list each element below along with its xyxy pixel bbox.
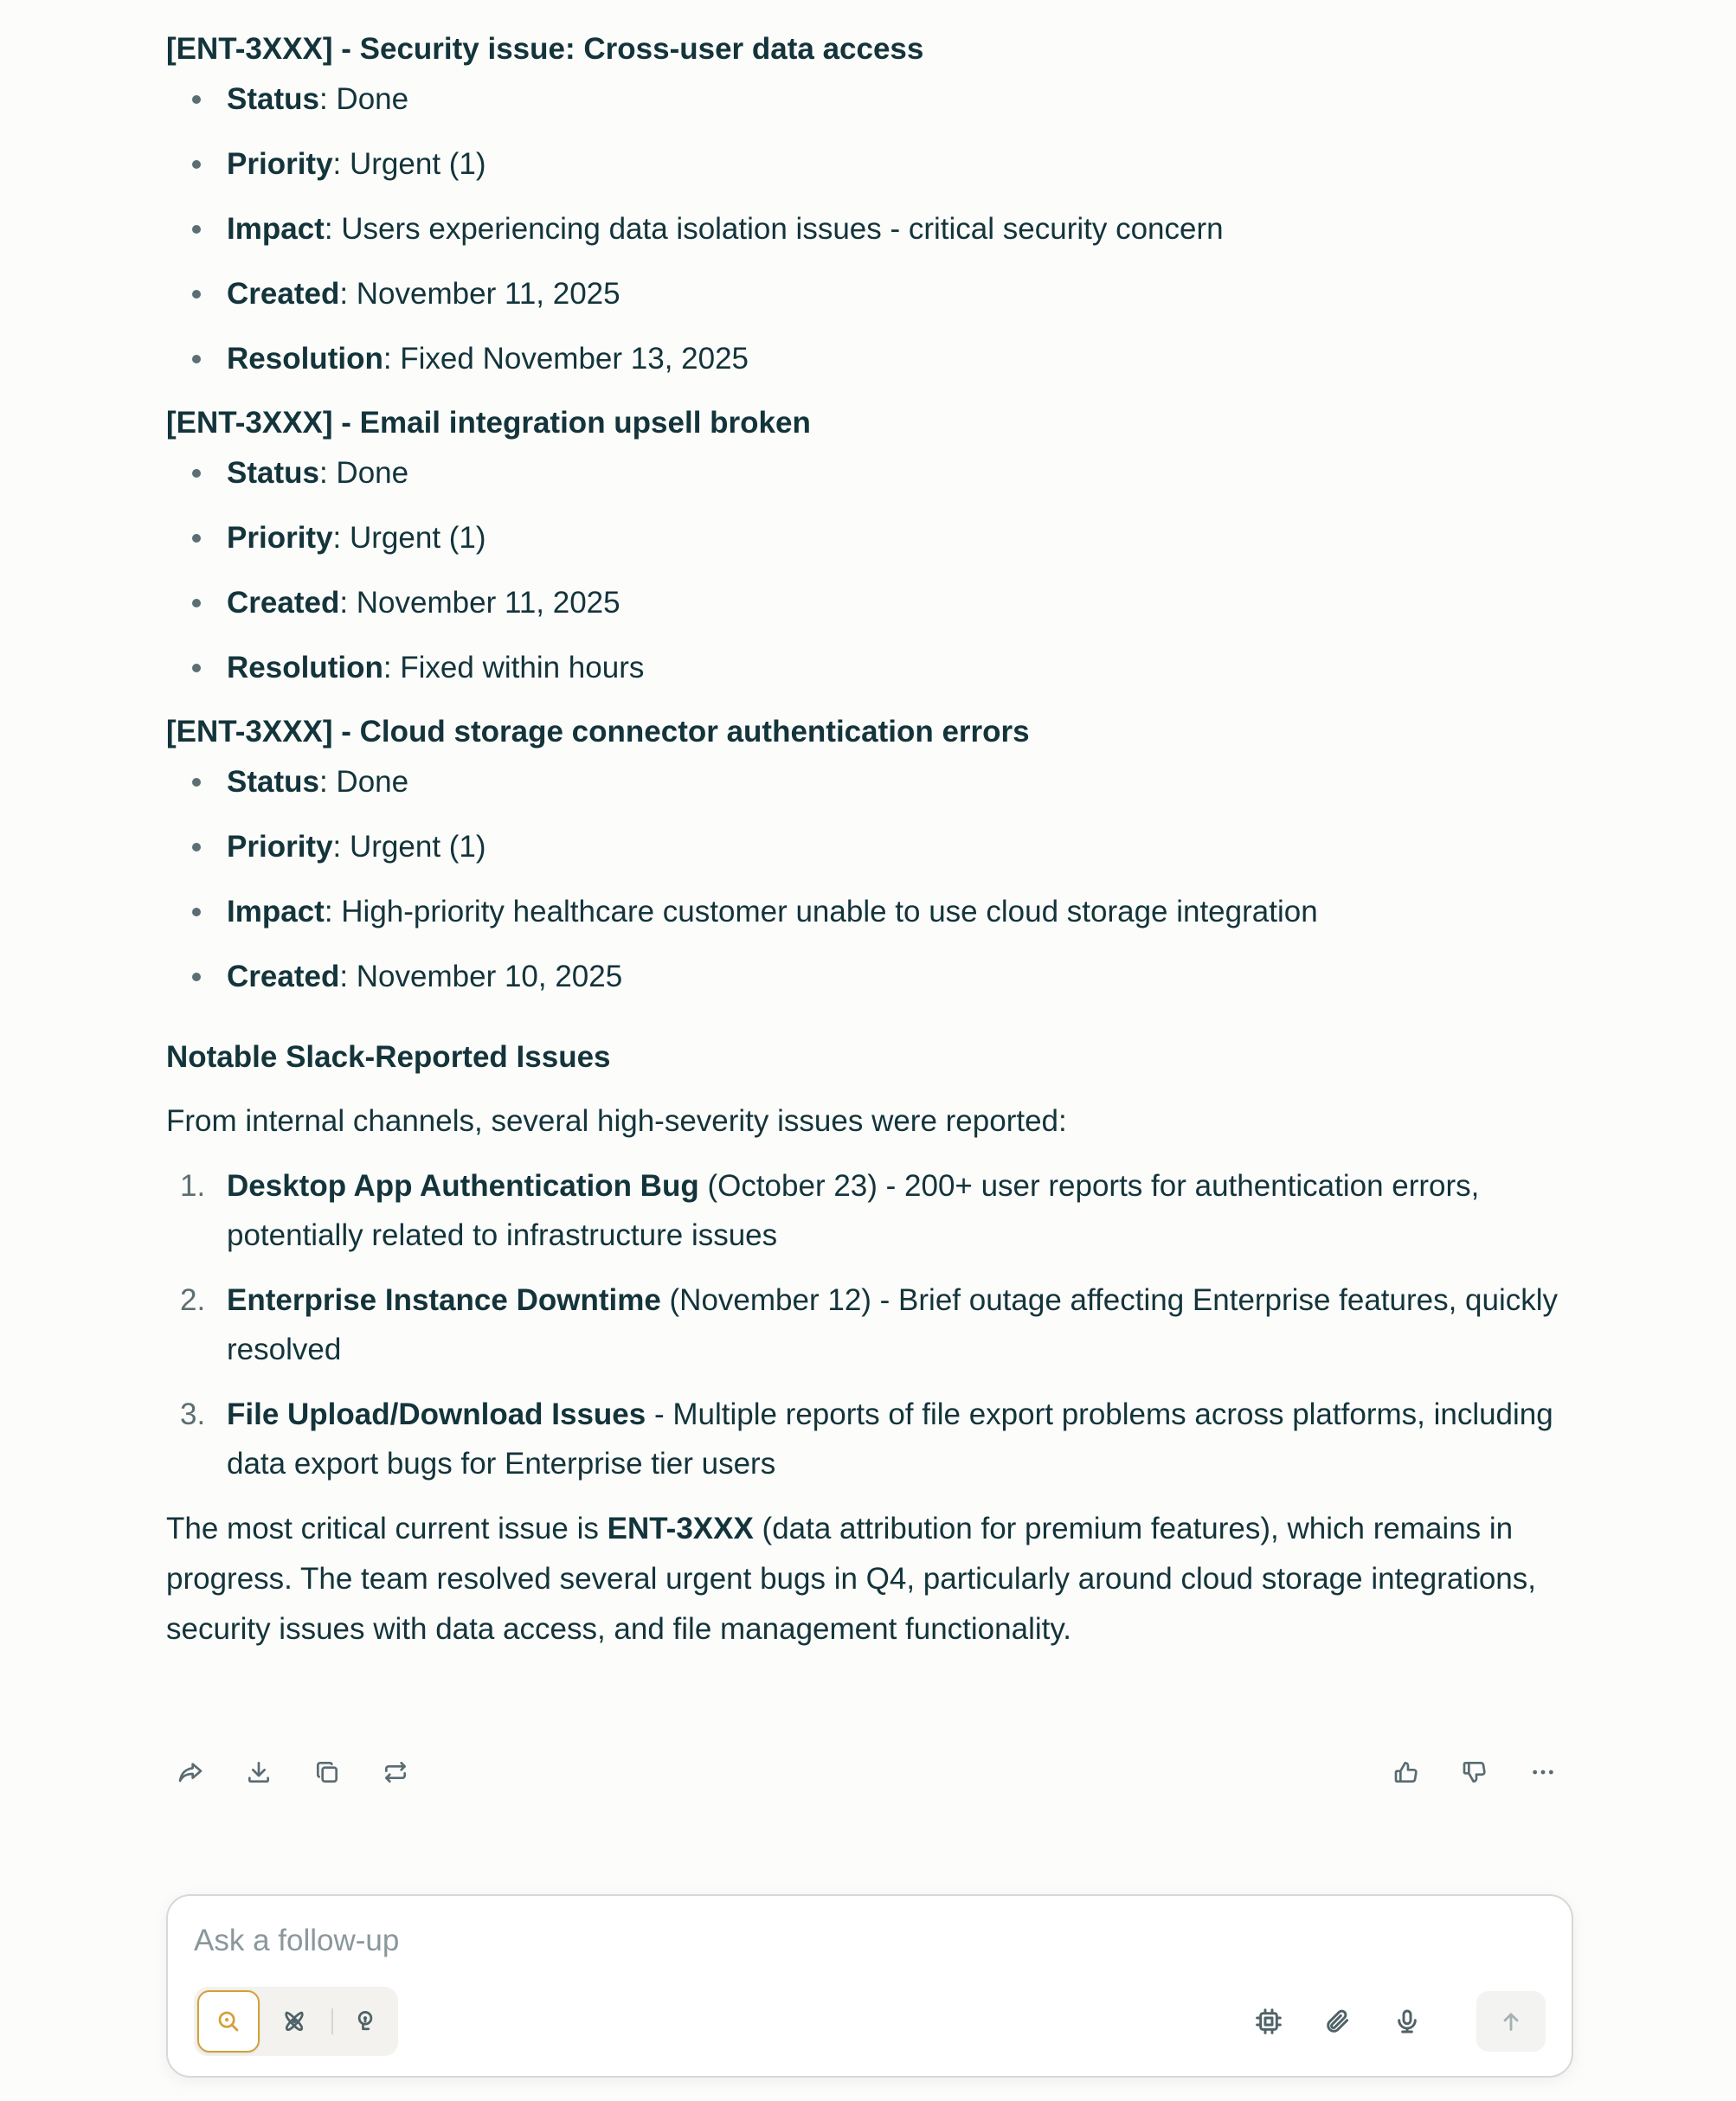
- list-number: 1.: [180, 1169, 206, 1203]
- field-label: Priority: [227, 147, 333, 181]
- voice-input-button[interactable]: [1379, 1991, 1435, 2052]
- item-text: (October 23) - 200+ user reports for authentication errors, potentially related to infrastructure issues: [227, 1169, 1480, 1252]
- issue-field: [166, 952, 1573, 1001]
- model-chip-icon: [1255, 2008, 1283, 2035]
- summary-text: The most critical current issue is: [166, 1512, 608, 1545]
- bullet-icon: [192, 599, 201, 607]
- list-number: 2.: [180, 1283, 206, 1317]
- lightbulb-icon: [352, 2008, 378, 2034]
- field-value: : Fixed November 13, 2025: [383, 342, 749, 376]
- issue-fields: [166, 448, 1573, 692]
- summary-issue-id: ENT-3XXX: [607, 1512, 754, 1545]
- issue-field: [166, 643, 1573, 692]
- field-label: Created: [227, 277, 340, 311]
- atom-icon: [281, 2008, 307, 2034]
- field-label: Resolution: [227, 651, 383, 684]
- item-text: - Multiple reports of file export problems across platforms, including data export bugs for Enterprise tier users: [227, 1397, 1553, 1481]
- summary-text: (data attribution for premium features), which remains in progress. The team resolved several urgent bugs in Q4, particularly around cloud storage integrations, security issues with data access, and file management functionality.: [166, 1512, 1536, 1646]
- field-value: : High-priority healthcare customer unable to use cloud storage integration: [324, 895, 1318, 928]
- item-text: (November 12) - Brief outage affecting Enterprise features, quickly resolved: [227, 1283, 1559, 1366]
- section-heading: Notable Slack-Reported Issues: [166, 1040, 611, 1074]
- attach-button[interactable]: [1310, 1991, 1366, 2052]
- issue-field: [166, 513, 1573, 562]
- field-value: : Users experiencing data isolation issues - critical security concern: [324, 212, 1224, 246]
- regenerate-button[interactable]: [371, 1748, 420, 1796]
- bullet-icon: [192, 95, 201, 104]
- answer-content: [166, 24, 1573, 1654]
- field-label: Impact: [227, 895, 325, 928]
- copy-icon: [313, 1758, 341, 1786]
- arrow-up-icon: [1499, 2009, 1523, 2034]
- list-item: [166, 1390, 1573, 1488]
- thumbs-down-icon: [1461, 1758, 1488, 1786]
- issue-field: [166, 139, 1573, 189]
- field-value: : Fixed within hours: [383, 651, 645, 684]
- section-intro: From internal channels, several high-severity issues were reported:: [166, 1104, 1067, 1138]
- issue-field: [166, 757, 1573, 806]
- mode-search-toggle[interactable]: [197, 1990, 260, 2053]
- model-select-button[interactable]: [1241, 1991, 1296, 2052]
- field-value: : Done: [318, 765, 409, 799]
- field-value: : November 11, 2025: [339, 277, 620, 311]
- issue-fields: [166, 74, 1573, 383]
- more-options-button[interactable]: [1519, 1748, 1567, 1796]
- field-value: : Done: [318, 456, 409, 490]
- issue-title: [ENT-3XXX] - Cloud storage connector authentication errors: [166, 715, 1030, 749]
- issue-block: [166, 24, 1573, 383]
- mode-labs-toggle[interactable]: [334, 1990, 396, 2053]
- answer-actions: [166, 1748, 1573, 1796]
- repeat-icon: [382, 1758, 409, 1786]
- list-number: 3.: [180, 1397, 206, 1431]
- field-label: Status: [227, 765, 319, 799]
- download-icon: [245, 1758, 273, 1786]
- issue-field: [166, 74, 1573, 124]
- list-item: [166, 1161, 1573, 1260]
- bullet-icon: [192, 908, 201, 916]
- download-button[interactable]: [235, 1748, 283, 1796]
- issue-block: [166, 707, 1573, 1001]
- bullet-icon: [192, 843, 201, 851]
- bullet-icon: [192, 225, 201, 234]
- field-value: : Urgent (1): [332, 521, 486, 555]
- field-label: Created: [227, 960, 340, 993]
- field-label: Created: [227, 586, 340, 620]
- issue-field: [166, 269, 1573, 318]
- issue-title: [ENT-3XXX] - Email integration upsell broken: [166, 406, 811, 440]
- field-value: : November 10, 2025: [339, 960, 623, 993]
- field-value: : Urgent (1): [332, 147, 486, 181]
- share-button[interactable]: [166, 1748, 215, 1796]
- issue-field: [166, 204, 1573, 254]
- issue-field: [166, 448, 1573, 498]
- issue-field: [166, 334, 1573, 383]
- field-label: Impact: [227, 212, 325, 246]
- field-label: Status: [227, 456, 319, 490]
- thumbs-up-icon: [1392, 1758, 1420, 1786]
- issue-block: [166, 398, 1573, 692]
- field-label: Status: [227, 82, 319, 116]
- item-title: Enterprise Instance Downtime: [227, 1283, 661, 1317]
- item-title: File Upload/Download Issues: [227, 1397, 646, 1431]
- bullet-icon: [192, 160, 201, 169]
- paperclip-icon: [1324, 2008, 1352, 2035]
- bullet-icon: [192, 469, 201, 478]
- mode-selector: [194, 1987, 398, 2056]
- field-value: : Urgent (1): [332, 830, 486, 864]
- bullet-icon: [192, 534, 201, 543]
- thumbs-up-button[interactable]: [1382, 1748, 1431, 1796]
- list-item: [166, 1275, 1573, 1374]
- field-value: : November 11, 2025: [339, 586, 620, 620]
- issue-fields: [166, 757, 1573, 1001]
- share-icon: [177, 1758, 204, 1786]
- issue-field: [166, 822, 1573, 871]
- item-title: Desktop App Authentication Bug: [227, 1169, 699, 1203]
- bullet-icon: [192, 778, 201, 787]
- mode-research-toggle[interactable]: [263, 1990, 325, 2053]
- issue-field: [166, 578, 1573, 627]
- search-icon: [215, 2008, 241, 2034]
- follow-up-composer: [166, 1894, 1573, 2078]
- field-label: Resolution: [227, 342, 383, 376]
- issue-title: [ENT-3XXX] - Security issue: Cross-user data access: [166, 32, 924, 66]
- summary-paragraph: [166, 1504, 1573, 1654]
- copy-button[interactable]: [303, 1748, 351, 1796]
- follow-up-input[interactable]: [194, 1918, 1492, 1963]
- bullet-icon: [192, 290, 201, 299]
- field-label: Priority: [227, 521, 333, 555]
- thumbs-down-button[interactable]: [1450, 1748, 1499, 1796]
- slack-issue-list: [166, 1161, 1573, 1488]
- microphone-icon: [1393, 2008, 1421, 2035]
- submit-button[interactable]: [1476, 1991, 1546, 2052]
- ellipsis-icon: [1529, 1758, 1557, 1786]
- mode-divider: [331, 2008, 333, 2034]
- issue-field: [166, 887, 1573, 936]
- bullet-icon: [192, 973, 201, 981]
- field-value: : Done: [318, 82, 409, 116]
- bullet-icon: [192, 664, 201, 672]
- field-label: Priority: [227, 830, 333, 864]
- bullet-icon: [192, 355, 201, 363]
